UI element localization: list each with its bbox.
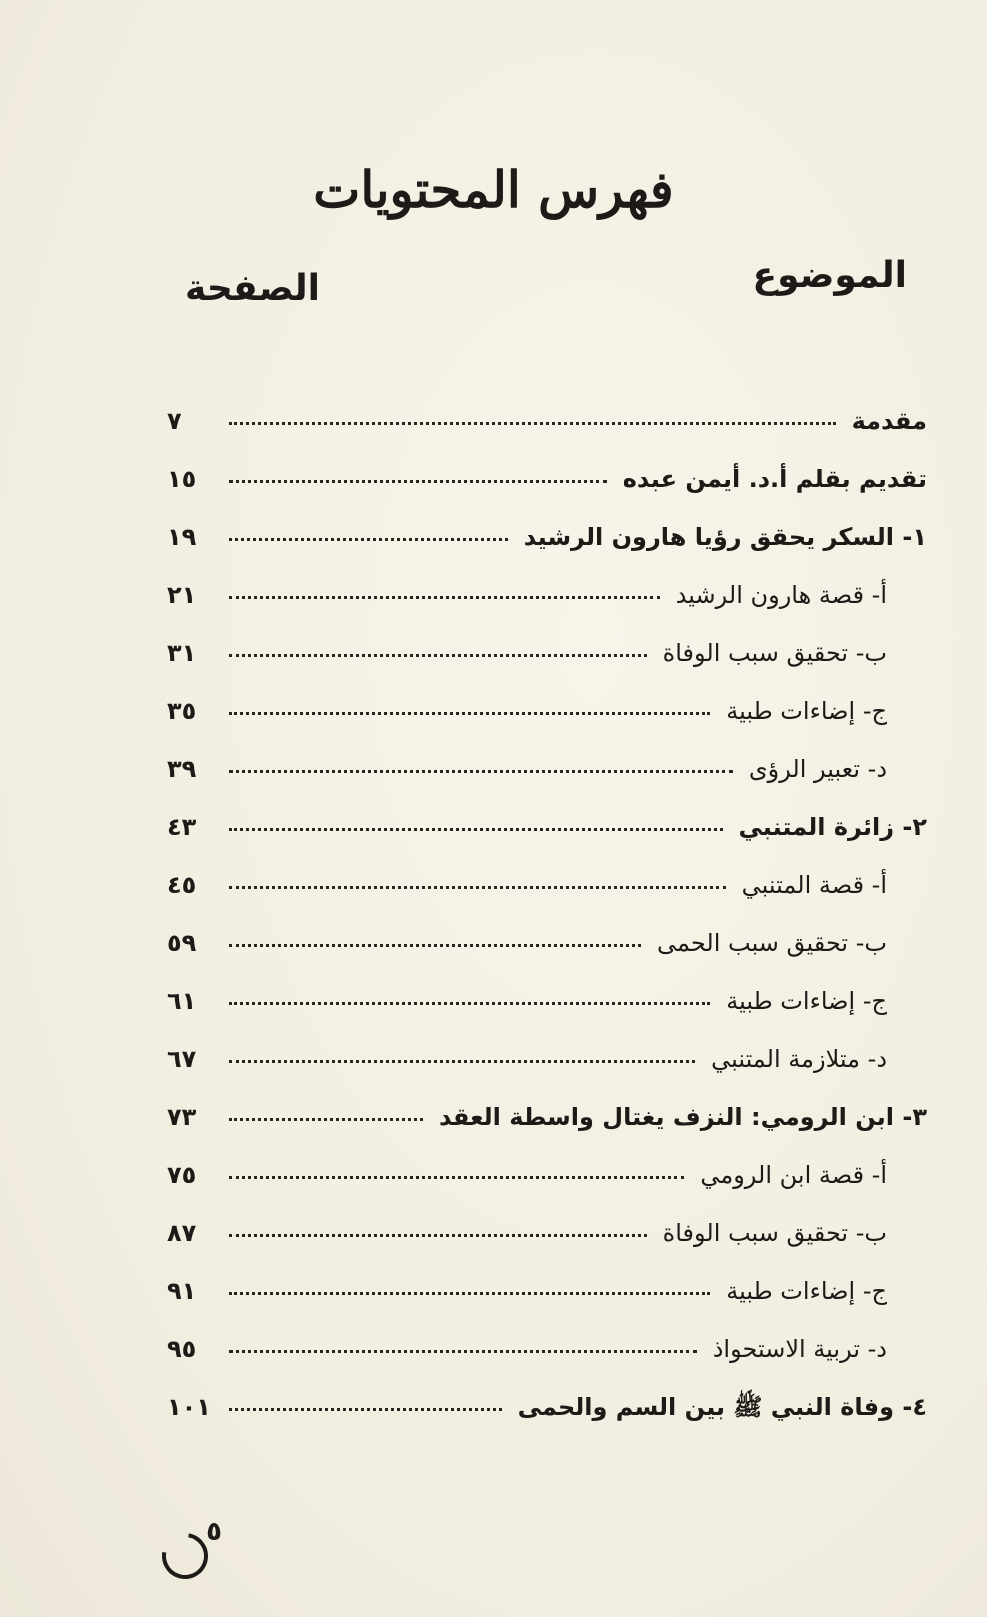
toc-entry [167,491,927,549]
table-of-contents [167,375,927,1419]
toc-entry [167,723,927,781]
toc-entry [167,607,927,665]
toc-entry-title: ج- إضاءات طبية [726,1277,887,1305]
toc-entry [167,1129,927,1187]
toc-entry-page: ٧ [167,407,182,435]
toc-entry-title: د- تعبير الرؤى [748,755,887,783]
toc-entry-title: ٣- ابن الرومي: النزف يغتال واسطة العقد [438,1103,927,1131]
toc-entry [167,1361,927,1419]
toc-entry [167,1071,927,1129]
dot-leader [229,828,723,831]
toc-entry-title: مقدمة [851,407,927,435]
page-number [160,1515,230,1585]
page-title: فهرس المحتويات [313,160,674,219]
toc-entry [167,1187,927,1245]
toc-entry-title: ب- تحقيق سبب الوفاة [662,1219,887,1247]
toc-entry [167,1303,927,1361]
toc-entry-title: د- تربية الاستحواذ [712,1335,887,1363]
dot-leader [229,422,836,425]
dot-leader [229,712,710,715]
toc-entry [167,955,927,1013]
toc-entry [167,897,927,955]
toc-entry-page: ٣٥ [167,697,197,725]
dot-leader [229,1060,695,1063]
toc-entry [167,1013,927,1071]
toc-entry-page: ٧٥ [167,1161,197,1189]
dot-leader [229,1118,423,1121]
toc-entry-page: ٩٥ [167,1335,197,1363]
toc-entry-page: ٦١ [167,987,197,1015]
folio-number: ٥ [206,1517,222,1547]
toc-entry-title: تقديم بقلم أ.د. أيمن عبده [622,465,927,493]
toc-entry-page: ٤٣ [167,813,197,841]
dot-leader [229,1002,710,1005]
toc-entry-page: ٨٧ [167,1219,197,1247]
toc-entry [167,375,927,433]
toc-entry-title: ٢- زائرة المتنبي [738,813,927,841]
dot-leader [229,1408,502,1411]
toc-entry-title: ب- تحقيق سبب الحمى [657,929,887,957]
toc-entry-page: ١٠١ [167,1393,211,1421]
toc-entry [167,433,927,491]
toc-entry-page: ٣١ [167,639,197,667]
dot-leader [229,770,733,773]
toc-entry-page: ٥٩ [167,929,197,957]
toc-entry [167,665,927,723]
toc-entry-title: أ- قصة ابن الرومي [700,1161,887,1189]
dot-leader [229,886,726,889]
toc-entry-title: ٤- وفاة النبي ﷺ بين السم والحمى [517,1393,927,1421]
toc-entry-title: ١- السكر يحقق رؤيا هارون الرشيد [523,523,927,551]
toc-entry-page: ٤٥ [167,871,197,899]
dot-leader [229,480,607,483]
toc-entry-page: ١٥ [167,465,197,493]
toc-entry-title: أ- قصة المتنبي [741,871,887,899]
toc-entry-page: ٧٣ [167,1103,197,1131]
toc-entry [167,1245,927,1303]
dot-leader [229,1350,697,1353]
dot-leader [229,596,660,599]
toc-entry-page: ١٩ [167,523,197,551]
toc-entry-title: ج- إضاءات طبية [726,697,887,725]
dot-leader [229,944,641,947]
toc-entry [167,549,927,607]
toc-entry-title: ب- تحقيق سبب الوفاة [662,639,887,667]
page-column-header: الصفحة [185,268,321,309]
dot-leader [229,654,647,657]
toc-entry-page: ٢١ [167,581,197,609]
dot-leader [229,538,508,541]
toc-entry-page: ٩١ [167,1277,197,1305]
toc-entry-title: أ- قصة هارون الرشيد [675,581,887,609]
toc-entry-page: ٦٧ [167,1045,197,1073]
toc-entry-page: ٣٩ [167,755,197,783]
dot-leader [229,1292,710,1295]
topic-column-header: الموضوع [752,255,907,296]
toc-entry [167,781,927,839]
toc-entry [167,839,927,897]
dot-leader [229,1234,647,1237]
toc-entry-title: د- متلازمة المتنبي [711,1045,887,1073]
dot-leader [229,1176,684,1179]
toc-entry-title: ج- إضاءات طبية [726,987,887,1015]
